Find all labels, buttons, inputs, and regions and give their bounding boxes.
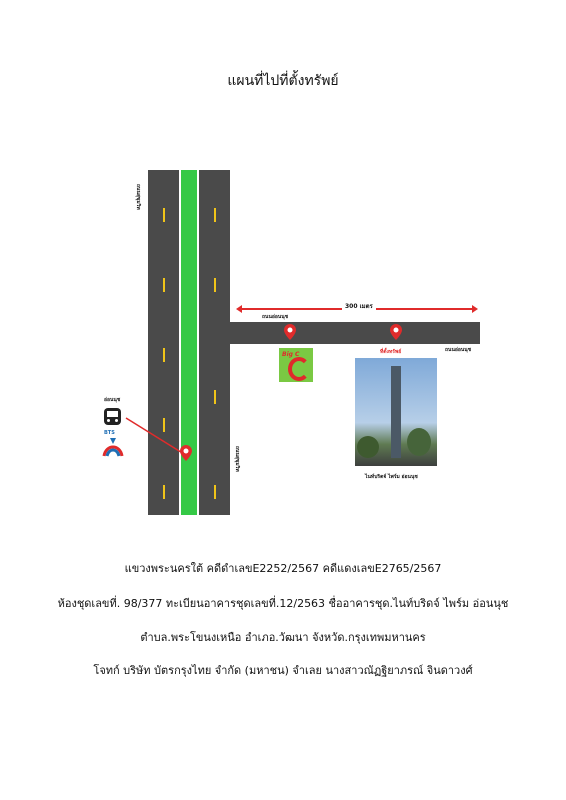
caption-line-3: ตำบล.พระโขนงเหนือ อำเภอ.วัฒนา จังหวัด.กรุงเทพมหานคร <box>140 631 426 644</box>
road-label-sukhumvit-bottom: ถนนสุขุมวิท <box>234 446 240 472</box>
location-map <box>90 170 480 515</box>
caption-line-4: โจทก์ บริษัท บัตรกรุงไทย จำกัด (มหาชน) จำเลย นางสาวณัฏฐิยาภรณ์ จินดาวงศ์ <box>93 664 473 677</box>
building-caption: ไนท์บริดจ์ ไพร์ม อ่อนนุช <box>365 474 418 480</box>
road-label-onnut-left: ถนนอ่อนนุช <box>262 314 289 320</box>
caption-line-1: แขวงพระนครใต้ คดีดำเลขE2252/2567 คดีแดงเลขE2765/2567 <box>124 562 442 575</box>
station-connector <box>90 170 480 515</box>
road-label-sukhumvit-top: ถนนสุขุมวิท <box>135 184 141 210</box>
station-pin-icon <box>180 445 192 461</box>
distance-label: 300 เมตร <box>342 301 376 311</box>
bts-label: BTS <box>104 430 115 436</box>
station-name: อ่อนนุช <box>104 397 121 403</box>
caption-line-2: ห้องชุดเลขที่. 98/377 ทะเบียนอาคารชุดเลขที่.12/2563 ชื่ออาคารชุด.ไนท์บริดจ์ ไพร์ม อ่อนนุช <box>57 597 509 610</box>
property-label: ที่ตั้งทรัพย์ <box>380 349 402 355</box>
page-title: แผนที่ไปที่ตั้งทรัพย์ <box>227 73 339 89</box>
bigc-logo-text: Big C <box>282 351 300 358</box>
road-label-onnut-right: ถนนอ่อนนุช <box>445 347 472 353</box>
